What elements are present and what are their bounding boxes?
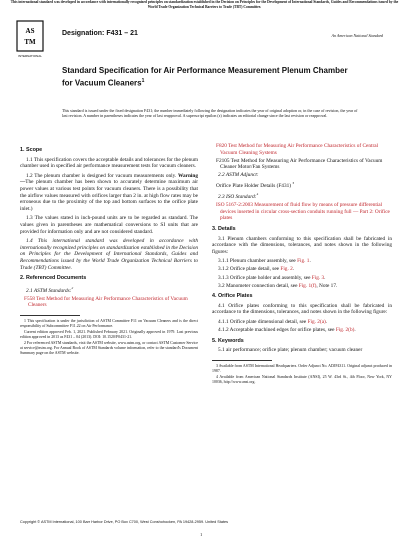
footnote-2: 2 For referenced ASTM standards, visit the ASTM website, www.astm.org, or contact ASTM Customer Service at service@astm.org. For Annual Book of ASTM Standards volume information, refer to the standard's Document Summary page on the ASTM website. xyxy=(20,341,198,356)
para-3-1: 3.1 Plenum chambers conforming to this specification shall be fabricated in accordance with the dimensions, tolerances, and notes shown in the following figures: xyxy=(212,235,392,255)
warning-text: The plenum chamber has been shown to accurately determine maximum air power values at various test points for vacuum cleaners. There is a possibility that the airflow values measured with orifices larger than 2 in. at high flow rates may be erroneous due to the proximity of the top and bottom surfaces to the orifice plate inlet.) xyxy=(20,179,198,212)
fig-1f-link[interactable]: Fig. 1(f) xyxy=(298,282,317,289)
ref-f558[interactable] xyxy=(20,296,198,309)
tbt-notice: This international standard was developed in accordance with internationally recognized principles on standardization established in the Decision on Principles for the Development of International Standards, Guides and Recommendations issued by the World Trade Organization Technical Barriers to Trade (TBT) Committee. xyxy=(10,0,399,9)
title-footnote-mark: 1 xyxy=(141,78,145,84)
fig-2b-link[interactable]: Fig. 2(b) xyxy=(335,327,355,334)
left-column xyxy=(20,143,198,358)
para-3-1-3: 3.1.3 Orifice plate holder and assembly, see Fig. 3. xyxy=(218,274,326,281)
adjunct-sup: 3 xyxy=(292,181,295,186)
fig-2a-link[interactable]: Fig. 2(a) xyxy=(307,319,326,325)
para-1-4: 1.4 This international standard was developed in accordance with internationally recognized principles on standardization established in the Decision on Principles for the Development of International Standards, Guides and Recommendations issued by the World Trade Organization Technical Barriers to Trade (TBT) Committee. xyxy=(20,238,198,271)
para-1-3: 1.3 The values stated in inch-pound units are to be regarded as standard. The values given in parentheses are mathematical conversions to SI units that are provided for information only and are not considered standard. xyxy=(20,215,198,235)
para-2-1-text: 2.1 ASTM Standards: xyxy=(26,287,72,294)
footnote-4: 4 Available from American National Standards Institute (ANSI), 25 W. 43rd St., 4th Floor, New York, NY 10036, http://www.ansi.org. xyxy=(212,375,392,385)
para-4-1-1-text: 4.1.1 Orifice plate dimensional detail, see xyxy=(218,319,308,325)
ref-f558-link[interactable]: F558 xyxy=(24,295,35,302)
fig-1-link[interactable]: Fig. 1 xyxy=(297,258,310,265)
section-heading-orifice-plates: 4. Orifice Plates xyxy=(212,293,253,300)
para-3-1-2-text: 3.1.2 Orifice plate detail, see xyxy=(218,266,281,273)
para-3-1-2: 3.1.2 Orifice plate detail, see Fig. 2. xyxy=(218,266,295,273)
ref-f820-title[interactable]: Test Method for Measuring Air Performance Characteristics of Central Vacuum Cleaning Systems xyxy=(220,143,379,156)
title-text: Standard Specification for Air Performance Measurement Plenum Chamber for Vacuum Cleaners xyxy=(62,66,348,88)
footnote-divider-right xyxy=(212,360,272,361)
svg-text:INTERNATIONAL: INTERNATIONAL xyxy=(18,54,42,58)
section-heading-keywords: 5. Keywords xyxy=(212,337,244,344)
issuance-note: This standard is issued under the fixed designation F431; the number immediately following the designation indicates the year of original adoption or, in the case of revision, the year of last revision. A number in parentheses indicates the year of last reapproval. A superscript epsilon (ε) indicates an editorial change since the last revision or reapproval. xyxy=(62,108,358,119)
para-4-1-1: 4.1.1 Orifice plate dimensional detail, see Fig. 2(a). xyxy=(218,319,328,325)
para-3-1-3-text: 3.1.3 Orifice plate holder and assembly, see xyxy=(218,274,312,281)
para-3-1-1: 3.1.1 Plenum chamber assembly, see Fig. 1. xyxy=(218,258,311,265)
page-number: 1 xyxy=(200,532,203,537)
american-national-standard-label: An American National Standard xyxy=(331,33,383,38)
para-2-3-text: 2.3 ISO Standard: xyxy=(218,194,257,201)
copyright-line: Copyright © ASTM International, 100 Barr Harbor Drive, PO Box C700, West Conshohocken, PA 19428-2959. United States xyxy=(20,520,229,524)
section-heading-referenced-documents: 2. Referenced Documents xyxy=(20,275,87,282)
para-3-2-end: , Note 17. xyxy=(316,282,338,289)
adjunct-ref xyxy=(212,180,392,189)
fig-2-link[interactable]: Fig. 2 xyxy=(280,266,293,273)
footnote-divider xyxy=(20,315,80,316)
fig-3-link[interactable]: Fig. 3 xyxy=(311,274,325,281)
para-2-1-sup: 2 xyxy=(71,285,74,290)
para-2-3-sup: 4 xyxy=(256,192,259,197)
svg-text:AS: AS xyxy=(25,27,35,35)
para-5-1: 5.1 air performance; orifice plate; plenum chamber; vacuum cleaner xyxy=(218,347,363,354)
para-4-1: 4.1 Orifice plates conforming to this specification shall be fabricated in accordance to the dimensions, tolerances, and notes shown in the following figure: xyxy=(212,302,392,316)
ref-f820-link[interactable]: F820 xyxy=(216,143,227,149)
ref-f558-title[interactable]: Test Method for Measuring Air Performance Characteristics of Vacuum Cleaners xyxy=(28,295,188,309)
designation: Designation: F431 – 21 xyxy=(62,30,138,37)
section-heading-details: 3. Details xyxy=(212,225,236,232)
iso-ref[interactable]: ISO 5167-2:2003 Measurement of fluid flow by means of pressure differential devices inserted in circular cross-section conduits running full — Part 2: Orifice plates xyxy=(216,202,390,222)
para-2-2: 2.2 ASTM Adjunct: xyxy=(218,172,259,179)
para-3-1-1-text: 3.1.1 Plenum chamber assembly, see xyxy=(218,258,298,265)
para-1-1: 1.1 This specification covers the acceptable details and tolerances for the plenum chamber used in specified air performance measurement tests for vacuum cleaners. xyxy=(20,156,198,170)
para-4-1-2: 4.1.2 Acceptable machined edges for orifice plates, see Fig. 2(b). xyxy=(218,327,356,334)
svg-text:TM: TM xyxy=(24,38,36,46)
ref-f820[interactable] xyxy=(212,143,392,156)
footnote-1-edition: Current edition approved Feb. 1, 2021. Published February 2021. Originally approved in 1979. Last previous edition approved in 2013 as F431 – 04 (2013). DOI: 10.1520/F0431-21. xyxy=(20,330,198,339)
para-4-1-2-text: 4.1.2 Acceptable machined edges for orifice plates, see xyxy=(218,327,336,334)
footnote-1: 1 This specification is under the jurisdiction of ASTM Committee F11 on Vacuum Cleaners and is the direct responsibility of Subcommittee F11.22 on Air Performance. xyxy=(20,318,198,328)
astm-logo xyxy=(16,20,44,60)
para-3-2 xyxy=(212,283,392,290)
right-column xyxy=(212,143,392,387)
para-3-2-text: 3.2 Manometer connection detail, see xyxy=(218,282,299,289)
page-title xyxy=(62,66,352,89)
footnote-3: 3 Available from ASTM International Headquarters. Order Adjunct No. ADJF4311. Original adjunct produced in 1987. xyxy=(212,363,392,373)
warning-label: Warning— xyxy=(20,172,198,186)
para-1-2-text: 1.2 The plenum chamber is designed for vacuum measurements only. xyxy=(26,172,178,179)
para-1-2 xyxy=(20,173,198,213)
ref-f2105: F2105 Test Method for Measuring Air Performance Characteristics of Vacuum Cleaner Motor/Fan Systems xyxy=(216,157,383,171)
adjunct-title: Orifice Plate Holder Details (F431) xyxy=(216,183,292,190)
section-heading-scope: 1. Scope xyxy=(20,147,43,153)
para-2-3 xyxy=(212,191,392,200)
para-2-1 xyxy=(20,285,198,294)
